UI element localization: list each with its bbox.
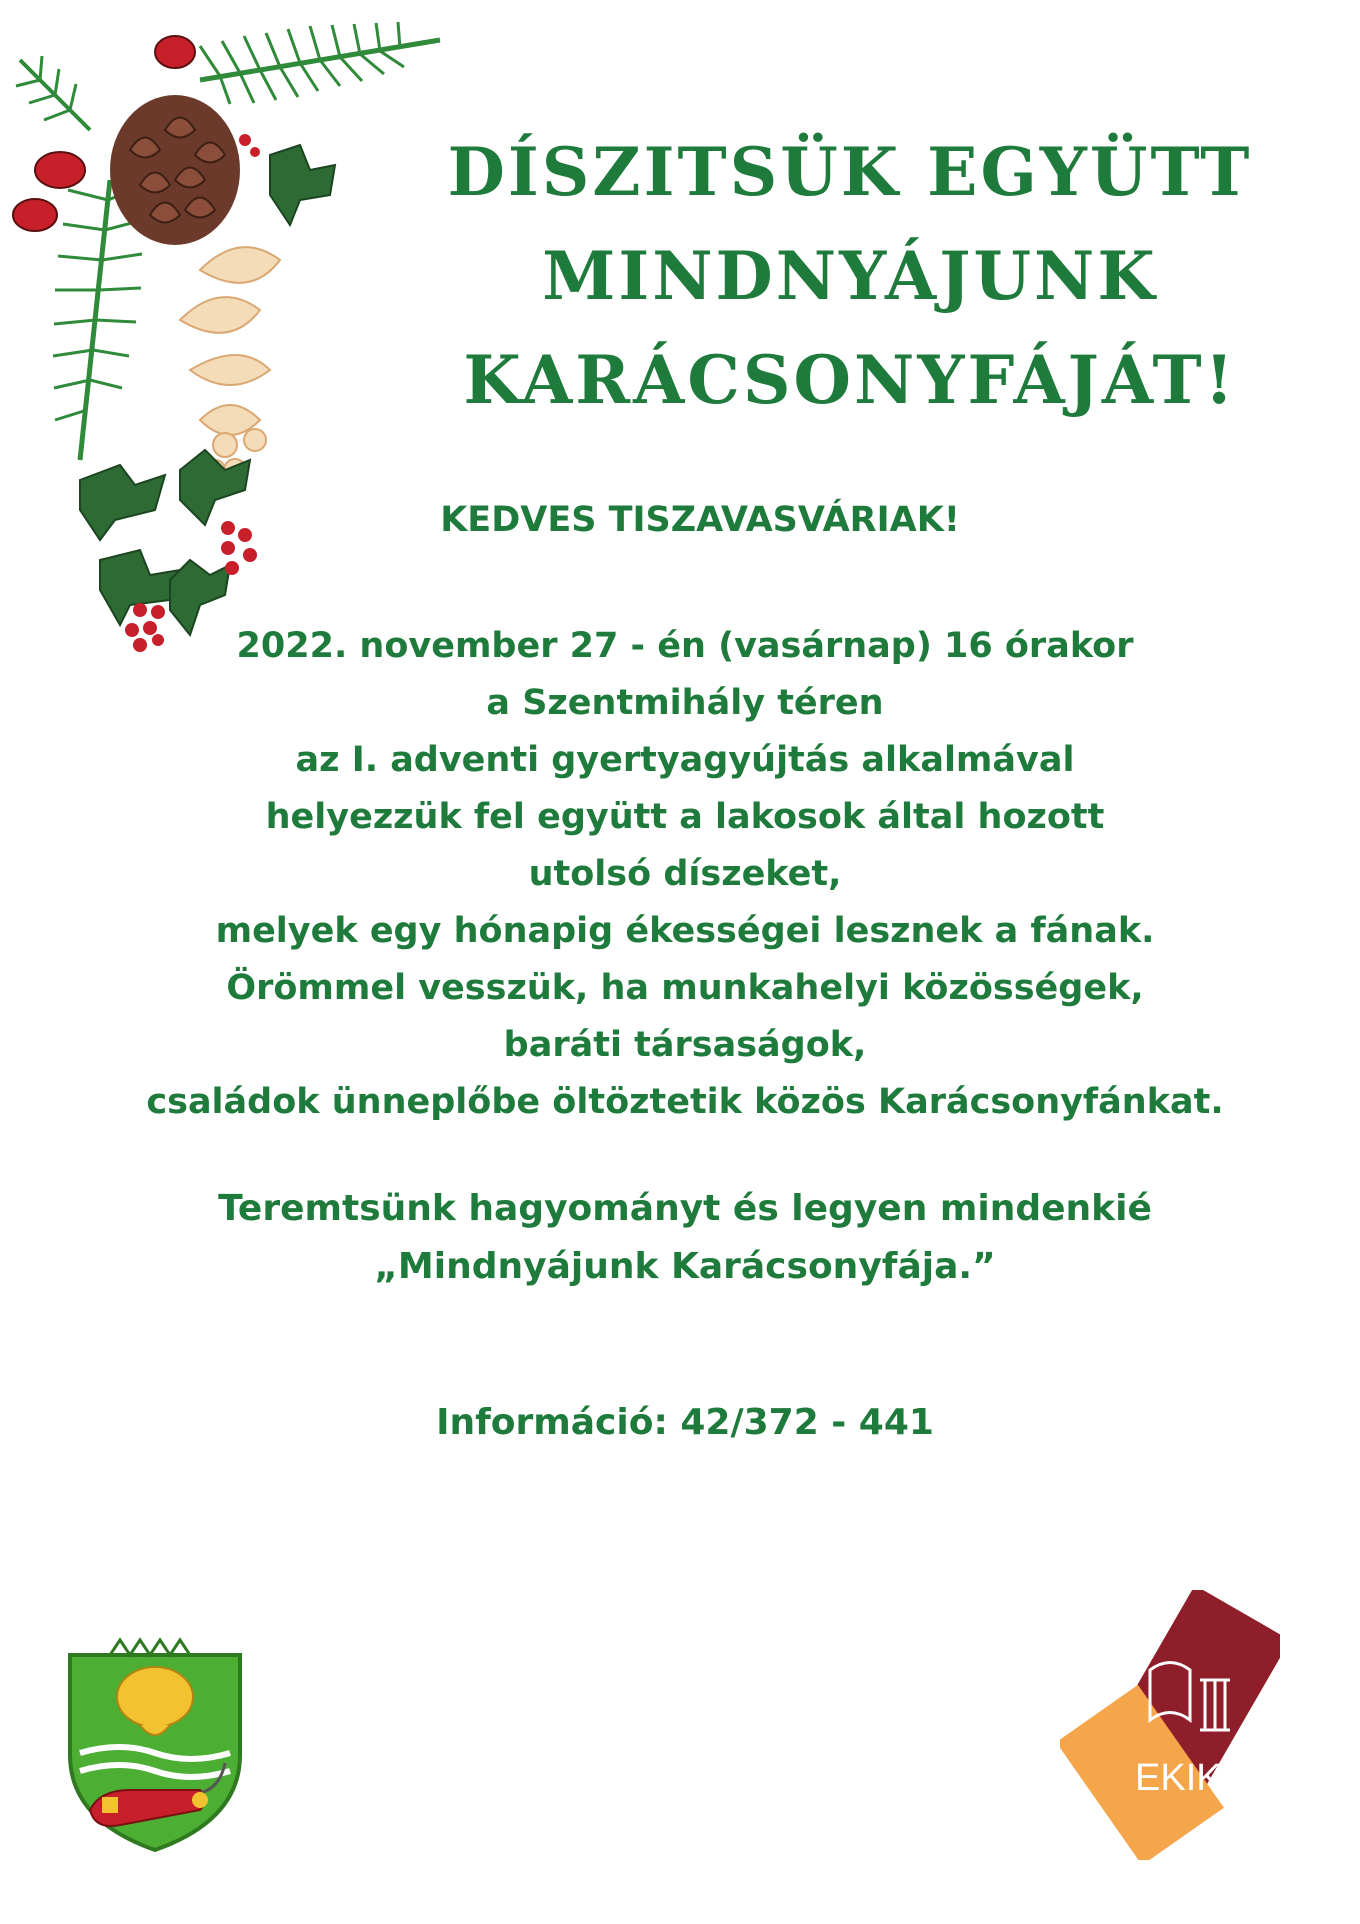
coat-of-arms-icon	[60, 1635, 250, 1855]
body-line: családok ünneplőbe öltöztetik közös Karácsonyfánkat.	[146, 1082, 1224, 1122]
body-line: az I. adventi gyertyagyújtás alkalmával	[295, 740, 1075, 780]
dried-flower-icon	[180, 247, 280, 481]
ekik-logo-icon	[1060, 1590, 1280, 1860]
greeting: KEDVES TISZAVASVÁRIAK!	[440, 500, 960, 540]
title-line: MINDNYÁJUNK	[542, 237, 1158, 315]
pine-branch-icon	[16, 22, 440, 460]
title-line: KARÁCSONYFÁJÁT!	[463, 341, 1237, 419]
page-title	[420, 120, 1280, 432]
body-line: utolsó díszeket,	[528, 854, 842, 894]
ekik-logo-text: EKIK	[1135, 1757, 1222, 1799]
body-line: 2022. november 27 - én (vasárnap) 16 órakor	[236, 626, 1134, 666]
announcement-body	[0, 618, 1360, 1131]
closing-line: Teremtsünk hagyományt és legyen mindenkié	[218, 1188, 1152, 1229]
body-line: melyek egy hónapig ékességei lesznek a fának.	[215, 911, 1155, 951]
body-line: a Szentmihály téren	[486, 683, 884, 723]
closing-line: „Mindnyájunk Karácsonyfája.”	[374, 1246, 996, 1287]
closing-message	[0, 1180, 1360, 1296]
body-line: baráti társaságok,	[503, 1025, 867, 1065]
pine-cone-icon	[110, 95, 240, 245]
christmas-corner-decoration	[0, 0, 470, 680]
body-line: helyezzük fel együtt a lakosok által hozott	[265, 797, 1105, 837]
info-phone: Információ: 42/372 - 441	[436, 1402, 934, 1443]
title-line: DÍSZITSÜK EGYÜTT	[447, 133, 1253, 211]
body-line: Örömmel vesszük, ha munkahelyi közösségek,	[226, 968, 1144, 1008]
